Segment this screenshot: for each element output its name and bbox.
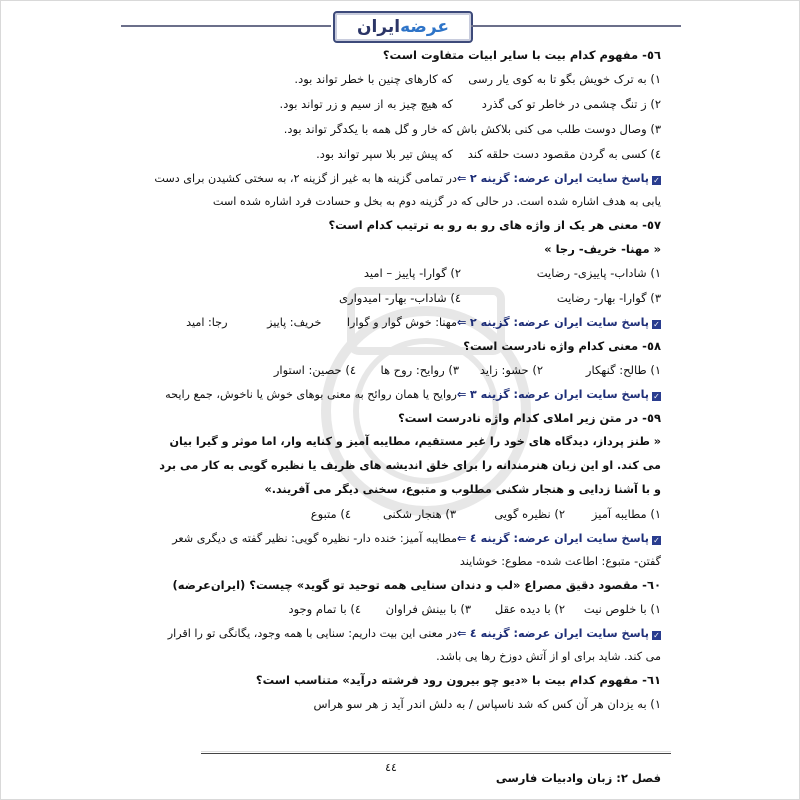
header-rule-left — [121, 25, 331, 27]
question-60-answer: ✓پاسخ سایت ایران عرضه: گزینه ٤ ⇐در معنی این بیت داریم: سنایی با همه وجود، یگانگی تو را اقرار می کند. شاید برای او از آتش دوزخ رها یی باشد. — [167, 627, 661, 663]
logo-accent-text: عرضه — [400, 17, 450, 37]
question-61-title: ٦١- مفهوم کدام بیت با «دیو چو بیرون رود فرشته درآید» متناسب است؟ — [255, 673, 661, 687]
question-60-title: ٦٠- مقصود دقیق مصراع «لب و دندان سنایی همه توحید تو گوید» چیست؟ (ایران‌عرضه) — [172, 578, 661, 592]
page-number: ٤٤ — [385, 761, 397, 774]
chapter-title: فصل ٢: زبان وادبیات فارسی — [495, 771, 661, 785]
question-56-option-4: ٤) کسی به گردن مقصود دست حلقه کند که پیش تیر بلا سپر تواند بود. — [316, 147, 661, 161]
question-58-options: ١) طالح: گنهکار ٢) حشو: زاید ٣) روایح: روح ها ٤) حصین: استوار — [273, 363, 661, 377]
question-56-option-3: ٣) وصال دوست طلب می کنی بلاکش باش که خار و گل همه با یکدگر تواند بود. — [283, 122, 661, 136]
checkbox-icon: ✓ — [653, 320, 660, 329]
question-56-title: ٥٦- مفهوم کدام بیت با سایر ابیات متفاوت است؟ — [382, 48, 661, 62]
question-56-answer: ✓پاسخ سایت ایران عرضه: گزینه ٢ ⇐در تمامی گزینه ها به غیر از گزینه ٢، به سختی کشیدن برای دست یابی به هدف اشاره شده است. در حالی که در گزینه دوم به بخل و حسادت فرد اشاره شده است — [154, 172, 661, 208]
arrow-left-icon: ⇐ — [456, 388, 467, 401]
question-60-options: ١) با خلوص نیت ٢) با دیده عقل ٣) با بینش فراوان ٤) با تمام وجود — [288, 602, 661, 616]
question-61-option-1: ١) به یزدان هر آن کس که شد ناسپاس / به دلش اندر آید ز هر سو هراس — [313, 697, 661, 711]
question-57-prompt: « مهنا- خریف- رجا » — [544, 242, 661, 256]
question-59-title: ٥٩- در متن زیر املای کدام واژه نادرست است؟ — [398, 411, 661, 425]
question-57-options-row-2: ٣) گوارا- بهار- رضایت ٤) شاداب- بهار- امیدواری — [339, 291, 661, 305]
footer-rule-light — [201, 751, 671, 752]
checkbox-icon: ✓ — [653, 176, 660, 185]
checkbox-icon: ✓ — [653, 392, 660, 401]
checkbox-icon: ✓ — [653, 631, 660, 640]
question-59-passage: « طنز پرداز، دیدگاه های خود را غیر مستقیم، مطایبه آمیز و کنایه وار، اما موثر و گیرا بیان می کند. او این زبان هنرمندانه را برای خلق اندیشه های ظریف یا نظیره گویی به کار می برد و با آشنا زدایی و هنجار شکنی مطلوب و متبوع، سخنی دیگر می آفریند.» — [159, 435, 661, 496]
question-56-option-2: ٢) ز تنگ چشمی در خاطر تو کی گذرد که هیچ چیز به از سیم و زر تواند بود. — [279, 97, 661, 111]
header-logo-bar — [1, 9, 799, 43]
question-57-answer: ✓پاسخ سایت ایران عرضه: گزینه ٢ ⇐مهنا: خوش گوار و گوارا خریف: پاییز رجا: امید — [186, 316, 660, 329]
question-56-option-1: ١) به ترک خویش بگو تا به کوی یار رسی که کارهای چنین با خطر تواند بود. — [294, 72, 661, 86]
question-58-answer: ✓پاسخ سایت ایران عرضه: گزینه ٣ ⇐روایح یا همان روائح به معنی بوهای خوش یا ناخوش، جمع رایحه — [165, 388, 660, 401]
arrow-left-icon: ⇐ — [456, 316, 467, 329]
question-59-answer: ✓پاسخ سایت ایران عرضه: گزینه ٤ ⇐مطایبه آمیز: خنده دار- نظیره گویی: نظیر گفته ی دیگری شعر گفتن- متبوع: اطاعت شده- مطوع: خوشایند — [172, 532, 661, 568]
footer-rule — [201, 753, 671, 754]
header-rule-right — [471, 25, 681, 27]
question-57-options-row-1: ١) شاداب- پاییزی- رضایت ٢) گوارا- پاییز – امید — [363, 266, 661, 280]
main-content — [151, 43, 661, 716]
arrow-left-icon: ⇐ — [456, 532, 467, 545]
checkbox-icon: ✓ — [653, 536, 660, 545]
question-58-title: ٥٨- معنی کدام واژه نادرست است؟ — [463, 339, 661, 353]
arrow-left-icon: ⇐ — [456, 172, 467, 185]
brand-logo — [333, 11, 473, 43]
logo-main-text: ایران — [356, 17, 401, 37]
question-57-title: ٥٧- معنی هر یک از واژه های رو به رو به ترتیب کدام است؟ — [328, 218, 661, 232]
arrow-left-icon: ⇐ — [456, 627, 467, 640]
question-59-options: ١) مطایبه آمیز ٢) نظیره گویی ٣) هنجار شکنی ٤) متبوع — [310, 507, 661, 521]
